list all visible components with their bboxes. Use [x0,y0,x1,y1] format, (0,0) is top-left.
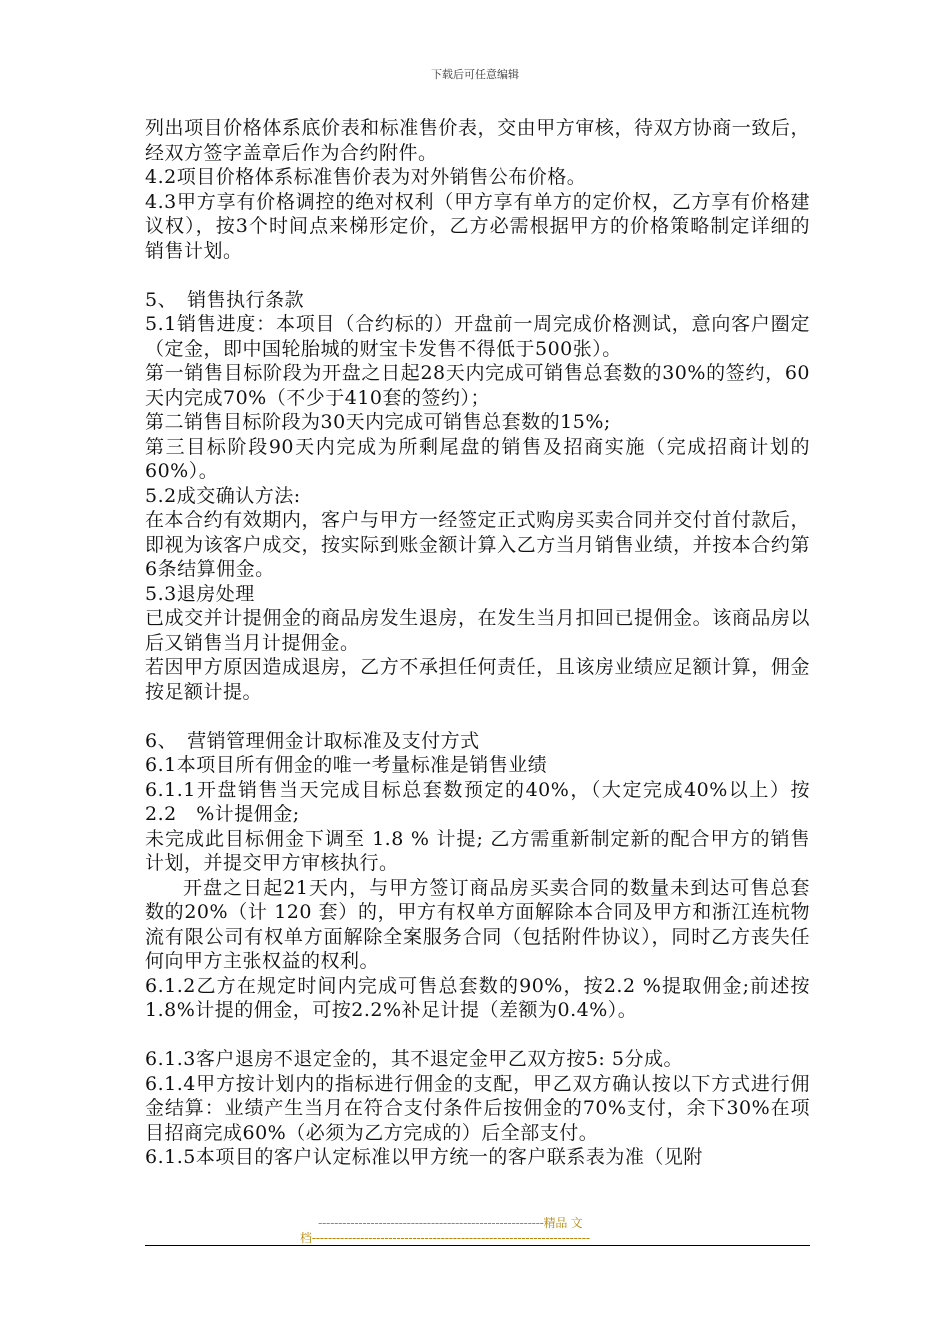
blank-line [145,704,810,729]
paragraph-6-1: 6.1本项目所有佣金的唯一考量标准是销售业绩 [145,754,548,776]
paragraph-commission-down: 未完成此目标佣金下调至 1.8 % 计提; 乙方需重新制定新的配合甲方的销售计划，并提交甲方审核执行。 [145,827,810,874]
paragraph-refund-1: 已成交并计提佣金的商品房发生退房，在发生当月扣回已提佣金。该商品房以后又销售当月计提佣金。 [145,607,810,654]
page-header: 下载后可任意编辑 [431,68,519,81]
section-6-heading: 6、 营销管理佣金计取标准及支付方式 [145,729,480,752]
paragraph-deal-confirm: 在本合约有效期内，客户与甲方一经签定正式购房买卖合同并交付首付款后，即视为该客户成交，按实际到账金额计算入乙方当月销售业绩，并按本合约第6条结算佣金。 [145,509,810,580]
blank-line [145,1023,810,1048]
document-body [145,116,810,1170]
paragraph-6-1-4: 6.1.4甲方按计划内的指标进行佣金的支配，甲乙双方确认按以下方式进行佣金结算：业绩产生当月在符合支付条件后按佣金的70%支付，余下30%在项目招商完成60%（必须为乙方完成的）后全部支付。 [145,1072,810,1144]
paragraph-4-3: 4.3甲方享有价格调控的绝对权利（甲方享有单方的定价权，乙方享有价格建议权），按3个时间点来梯形定价，乙方必需根据甲方的价格策略制定详细的销售计划。 [145,190,810,262]
paragraph-termination: 开盘之日起21天内，与甲方签订商品房买卖合同的数量未到达可售总套数的20%（计 120 套）的，甲方有权单方面解除本合同及甲方和浙江连杭物流有限公司有权单方面解除全案服务合同（包括附件协议），同时乙方丧失任何向甲方主张权益的权利。 [145,876,810,972]
paragraph-6-1-2: 6.1.2乙方在规定时间内完成可售总套数的90%，按2.2 %提取佣金;前述按1.8%计提的佣金，可按2.2%补足计提（差额为0.4%）。 [145,974,810,1021]
paragraph-refund-2: 若因甲方原因造成退房，乙方不承担任何责任，且该房业绩应足额计算，佣金按足额计提。 [145,656,810,703]
paragraph-6-1-5: 6.1.5本项目的客户认定标准以甲方统一的客户联系表为准（见附 [145,1146,703,1168]
footer-divider [145,1245,810,1246]
paragraph-6-1-1: 6.1.1开盘销售当天完成目标总套数预定的40%，（大定完成40%以上）按 2.2 %计提佣金; [145,778,810,825]
paragraph-4-2: 4.2项目价格体系标准售价表为对外销售公布价格。 [145,166,587,188]
paragraph-stage-3: 第三目标阶段90天内完成为所剩尾盘的销售及招商实施（完成招商计划的60%）。 [145,435,810,482]
blank-line [145,263,810,288]
paragraph-stage-2: 第二销售目标阶段为30天内完成可销售总套数的15%; [145,411,611,433]
paragraph-5-1: 5.1销售进度：本项目（合约标的）开盘前一周完成价格测试，意向客户圈定（定金，即中国轮胎城的财宝卡发售不得低于500张）。 [145,313,810,360]
paragraph-stage-1: 第一销售目标阶段为开盘之日起28天内完成可销售总套数的30%的签约，60天内完成70%（不少于410套的签约）； [145,362,810,409]
paragraph-6-1-3: 6.1.3客户退房不退定金的，其不退定金甲乙双方按5: 5分成。 [145,1048,683,1070]
footer-watermark-line-2: 档--------------------------------------------------------------------- [300,1231,590,1245]
paragraph-5-2: 5.2成交确认方法: [145,484,301,507]
footer-watermark-line-1: --------------------------------------------------------精品 文 [318,1216,583,1230]
section-5-heading: 5、 销售执行条款 [145,288,305,311]
paragraph-5-3: 5.3退房处理 [145,582,255,605]
paragraph-price-tables: 列出项目价格体系底价表和标准售价表，交由甲方审核，待双方协商一致后，经双方签字盖章后作为合约附件。 [145,117,810,164]
